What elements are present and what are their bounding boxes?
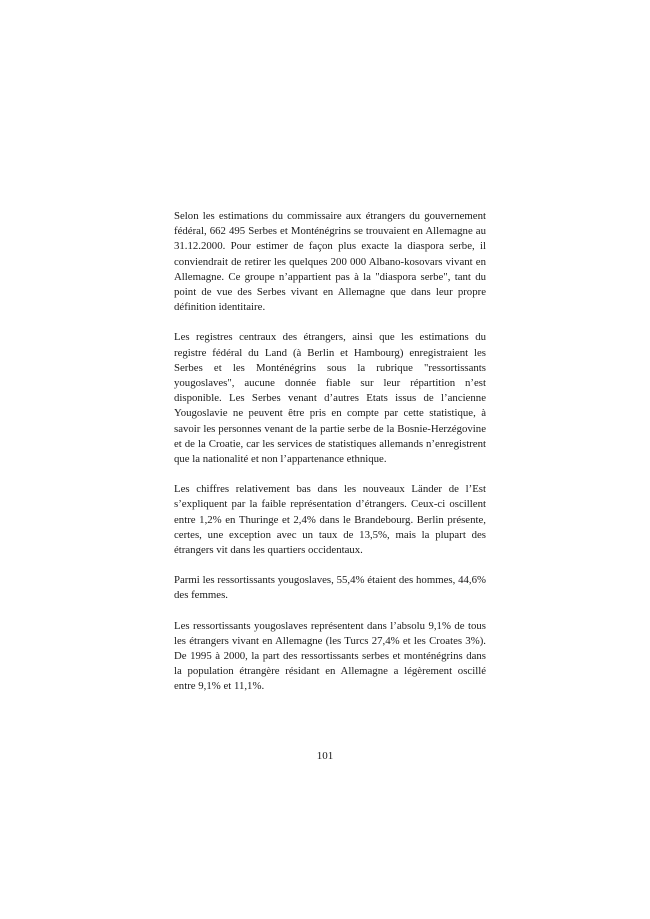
paragraph-diaspora-estimate: Selon les estimations du commissaire aux étrangers du gouvernement fédéral, 662 495 Serbes et Monténégrins se trouvaient en Allemagne au 31.12.2000. Pour estimer de façon plus exacte la diaspora serbe, il conviendrait de retirer les quelques 200 000 Albano-kosovars vivant en Allemagne. Ce groupe n’appartient pas à la "diaspora serbe", tant du point de vue des Serbes vivant en Allemagne que dans leur propre définition identitaire. bbox=[174, 210, 486, 314]
paragraph-central-registers: Les registres centraux des étrangers, ainsi que les estimations du registre fédéral du Land (à Berlin et Hambourg) enregistraient les Serbes et les Monténégrins sous la rubrique "ressortissants yougoslaves", aucune donnée fiable sur leur répartition n’est disponible. Les Serbes venant d’autres Etats issus de l’ancienne Yougoslavie ne peuvent être pris en compte par cette statistique, à savoir les personnes venant de la partie serbe de la Bosnie-Herzégovine et de la Croatie, car les services de statistiques allemands n’enregistrent que la nationalité et non l’appartenance ethnique. bbox=[174, 331, 486, 466]
body-text bbox=[174, 209, 486, 710]
paragraph-eastern-lander: Les chiffres relativement bas dans les nouveaux Länder de l’Est s’expliquent par la faible représentation d’étrangers. Ceux-ci oscillent entre 1,2% en Thuringe et 2,4% dans le Brandebourg. Berlin présente, certes, une exception avec un taux de 13,5%, mais la plupart des étrangers vit dans les quartiers occidentaux. bbox=[174, 483, 486, 557]
paragraph-gender-ratio: Parmi les ressortissants yougoslaves, 55,4% étaient des hommes, 44,6% des femmes. bbox=[174, 574, 486, 602]
page-number: 101 bbox=[316, 750, 334, 762]
paragraph-share-of-foreigners: Les ressortissants yougoslaves représentent dans l’absolu 9,1% de tous les étrangers vivant en Allemagne (les Turcs 27,4% et les Croates 3%). De 1995 à 2000, la part des ressortissants serbes et monténégrins dans la population étrangère résidant en Allemagne a légèrement oscillé entre 9,1% et 11,1%. bbox=[174, 619, 486, 693]
